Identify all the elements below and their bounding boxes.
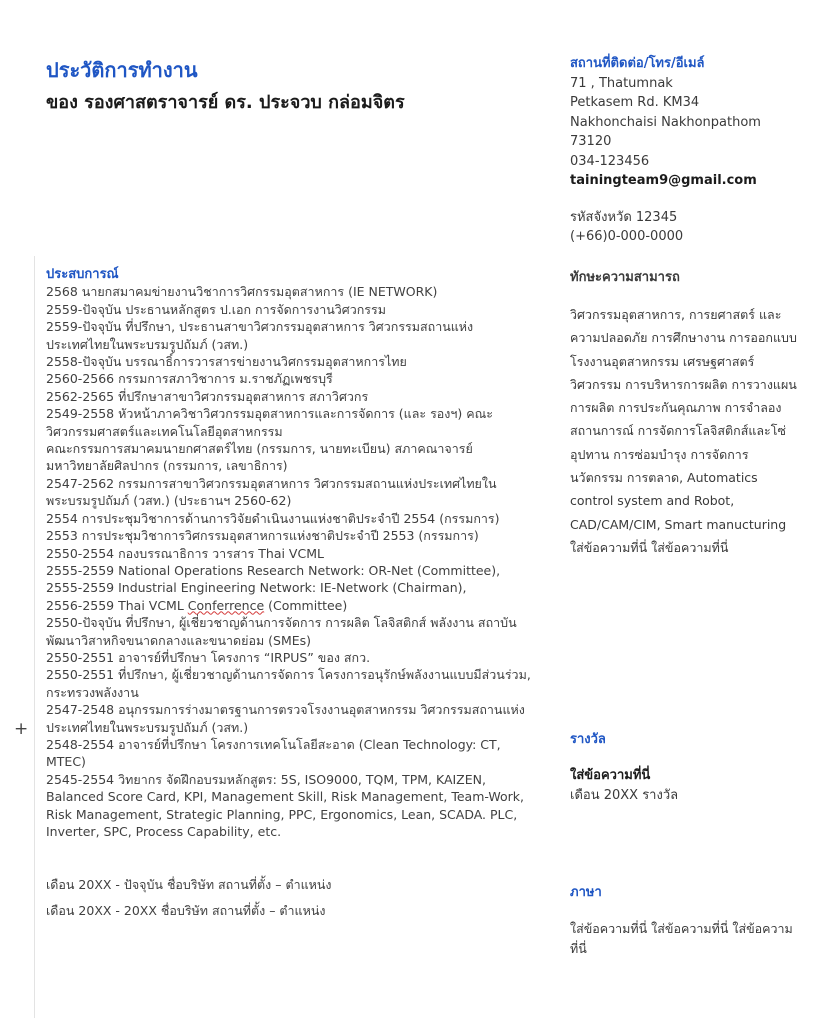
contact-line: Nakhonchaisi Nakhonpathom <box>570 114 761 130</box>
experience-item: 2545-2554 วิทยากร จัดฝึกอบรมหลักสูตร: 5S, ISO9000, TQM, TPM, KAIZEN, Balanced Score Card, KPI, Management Skill, Risk Management, Team-Work, Risk Management, Strategic Planning, PPC, Ergonomics, Lean, SCADA. PLC, Inverter, SPC, Process Capability, etc. <box>46 771 524 839</box>
experience-item: 2547-2562 กรรมการสาขาวิศวกรรมอุตสาหการ วิศวกรรมสถานแห่งประเทศไทยในพระบรมรูปถัมภ์ (วสท.) (ประธานฯ 2560-62) <box>46 475 497 509</box>
skills-section <box>570 303 800 559</box>
language-text[interactable]: ใส่ข้อความที่นี่ ใส่ข้อความที่นี่ ใส่ข้อความที่นี่ <box>570 921 793 956</box>
awards-section <box>570 730 800 806</box>
experience-item <box>46 597 536 614</box>
contact-phone: 034-123456 <box>570 153 650 169</box>
experience-item: 2559-ปัจจุบัน ที่ปรึกษา, ประธานสาขาวิศวกรรมอุตสาหการ วิศวกรรมสถานแห่งประเทศไทยในพระบรมรูปถัมภ์ (วสท.) <box>46 319 474 352</box>
add-block-icon[interactable]: + <box>14 719 29 739</box>
experience-item: 2555-2559 Industrial Engineering Network: IE-Network (Chairman), <box>46 580 467 596</box>
margin-rule <box>34 256 35 1018</box>
experience-item: 2550-2554 กองบรรณาธิการ วารสาร Thai VCML <box>46 545 324 561</box>
experience-heading: ประสบการณ์ <box>46 267 119 282</box>
experience-item: 2555-2559 National Operations Research Network: OR-Net (Committee), <box>46 562 501 578</box>
skills-text: วิศวกรรมอุตสาหการ, การยศาสตร์ และ ความปลอดภัย การศึกษางาน การออกแบบโรงงานอุตสาหกรรม เศรษฐศาสตร์วิศวกรรม การบริหารการผลิต การวางแผนการผลิต การประกันคุณภาพ การจำลองสถานการณ์ การจัดการโลจิสติกส์และโซ่อุปทาน การซ่อมบำรุง การจัดการนวัตกรรม การตลาด, Automatics control system and Robot, CAD/CAM/CIM, Smart manucturing <box>570 307 797 532</box>
experience-item: 2553 การประชุมวิชาการวิศกรรมอุตสาหการแห่งชาติประจำปี 2553 (กรรมการ) <box>46 528 479 544</box>
award-title[interactable]: ใส่ข้อความที่นี่ <box>570 768 651 783</box>
experience-item: 2568 นายกสมาคมข่ายงานวิชาการวิศกรรมอุตสาหการ (IE NETWORK) <box>46 284 438 300</box>
experience-item: 2549-2558 หัวหน้าภาควิชาวิศวกรรมอุตสาหการและการจัดการ (และ รองฯ) คณะวิศวกรรมศาสตร์และเทคโนโลยีอุตสาหกรรม <box>46 406 493 439</box>
contact-line: Petkasem Rd. KM34 <box>570 95 700 110</box>
contact-section <box>570 54 800 247</box>
language-heading: ภาษา <box>570 885 602 900</box>
experience-item: 2550-ปัจจุบัน ที่ปรึกษา, ผู้เชี่ยวชาญด้านการจัดการ การผลิต โลจิสติกส์ พลังงาน สถาบันพัฒนาวิสาหกิจขนาดกลางและขนาดย่อม (SMEs) <box>46 615 517 648</box>
experience-item: คณะกรรมการสมาคมนายกศาสตร์ไทย (กรรมการ, นายทะเบียน) สภาคณาจารย์มหาวิทยาลัยศิลปากร (กรรมการ, เลขาธิการ) <box>46 441 473 474</box>
contact-heading: สถานที่ติดต่อ/โทร/อีเมล์ <box>570 56 705 71</box>
experience-item: 2558-ปัจจุบัน บรรณาธิ์การวารสารข่ายงานวิศกรรมอุตสาหการไทย <box>46 354 407 370</box>
contact-line: 73120 <box>570 134 612 149</box>
skills-heading: ทักษะความสามารถ <box>570 270 680 285</box>
experience-item: 2550-2551 ที่ปรึกษา, ผู้เชี่ยวชาญด้านการจัดการ โครงการอนุรักษ์พลังงานแบบมีส่วนร่วม, กระทรวงพลังงาน <box>46 667 531 700</box>
experience-item: 2550-2551 อาจารย์ที่ปรึกษา โครงการ “IRPUS” ของ สกว. <box>46 649 371 665</box>
vcml-prefix: 2556-2559 Thai VCML <box>46 597 188 613</box>
award-date: เดือน 20XX รางวัล <box>570 788 679 803</box>
experience-item: 2559-ปัจจุบัน ประธานหลักสูตร ป.เอก การจัดการงานวิศวกรรม <box>46 301 386 317</box>
page-title: ประวัติการทำงาน <box>46 58 198 82</box>
job-list <box>46 872 536 924</box>
contact-line: 71 , Thatumnak <box>570 75 673 91</box>
awards-heading: รางวัล <box>570 732 606 747</box>
experience-item: 2548-2554 อาจารย์ที่ปรึกษา โครงการเทคโนโลยีสะอาด (Clean Technology: CT, MTEC) <box>46 736 501 770</box>
experience-item: 2562-2565 ที่ปรึกษาสาขาวิศวกรรมอุตสาหการ สภาวิศวกร <box>46 388 369 404</box>
language-section <box>570 883 800 959</box>
experience-item: 2554 การประชุมวิชาการด้านการวิจัยดำเนินงานแห่งชาติประจำปี 2554 (กรรมการ) <box>46 510 500 526</box>
contact-phone-alt: (+66)0-000-0000 <box>570 229 684 244</box>
vcml-suffix: (Committee) <box>264 597 348 613</box>
contact-postal: รหัสจังหวัด 12345 <box>570 209 678 225</box>
job-item: เดือน 20XX - ปัจจุบัน ชื่อบริษัท สถานที่ตั้ง – ตำแหน่ง <box>46 877 332 893</box>
experience-item: 2547-2548 อนุกรรมการร่างมาตรฐานการตรวจโรงงานอุตสาหกรรม วิศวกรรมสถานแห่งประเทศไทยในพระบรมรูปถัมภ์ (วสท.) <box>46 702 525 735</box>
experience-item: 2560-2566 กรรมการสภาวิชาการ ม.ราชภัฏเพชรบุรี <box>46 371 333 387</box>
job-item: เดือน 20XX - 20XX ชื่อบริษัท สถานที่ตั้ง – ตำแหน่ง <box>46 903 326 919</box>
page-subtitle: ของ รองศาสตราจารย์ ดร. ประจวบ กล่อมจิตร <box>46 92 405 113</box>
experience-section <box>46 266 536 924</box>
contact-email[interactable]: tainingteam9@gmail.com <box>570 173 757 188</box>
skills-placeholder[interactable]: ใส่ข้อความที่นี่ ใส่ข้อความที่นี่ <box>570 539 729 555</box>
spelling-error-word[interactable]: Conferrence <box>187 597 265 613</box>
